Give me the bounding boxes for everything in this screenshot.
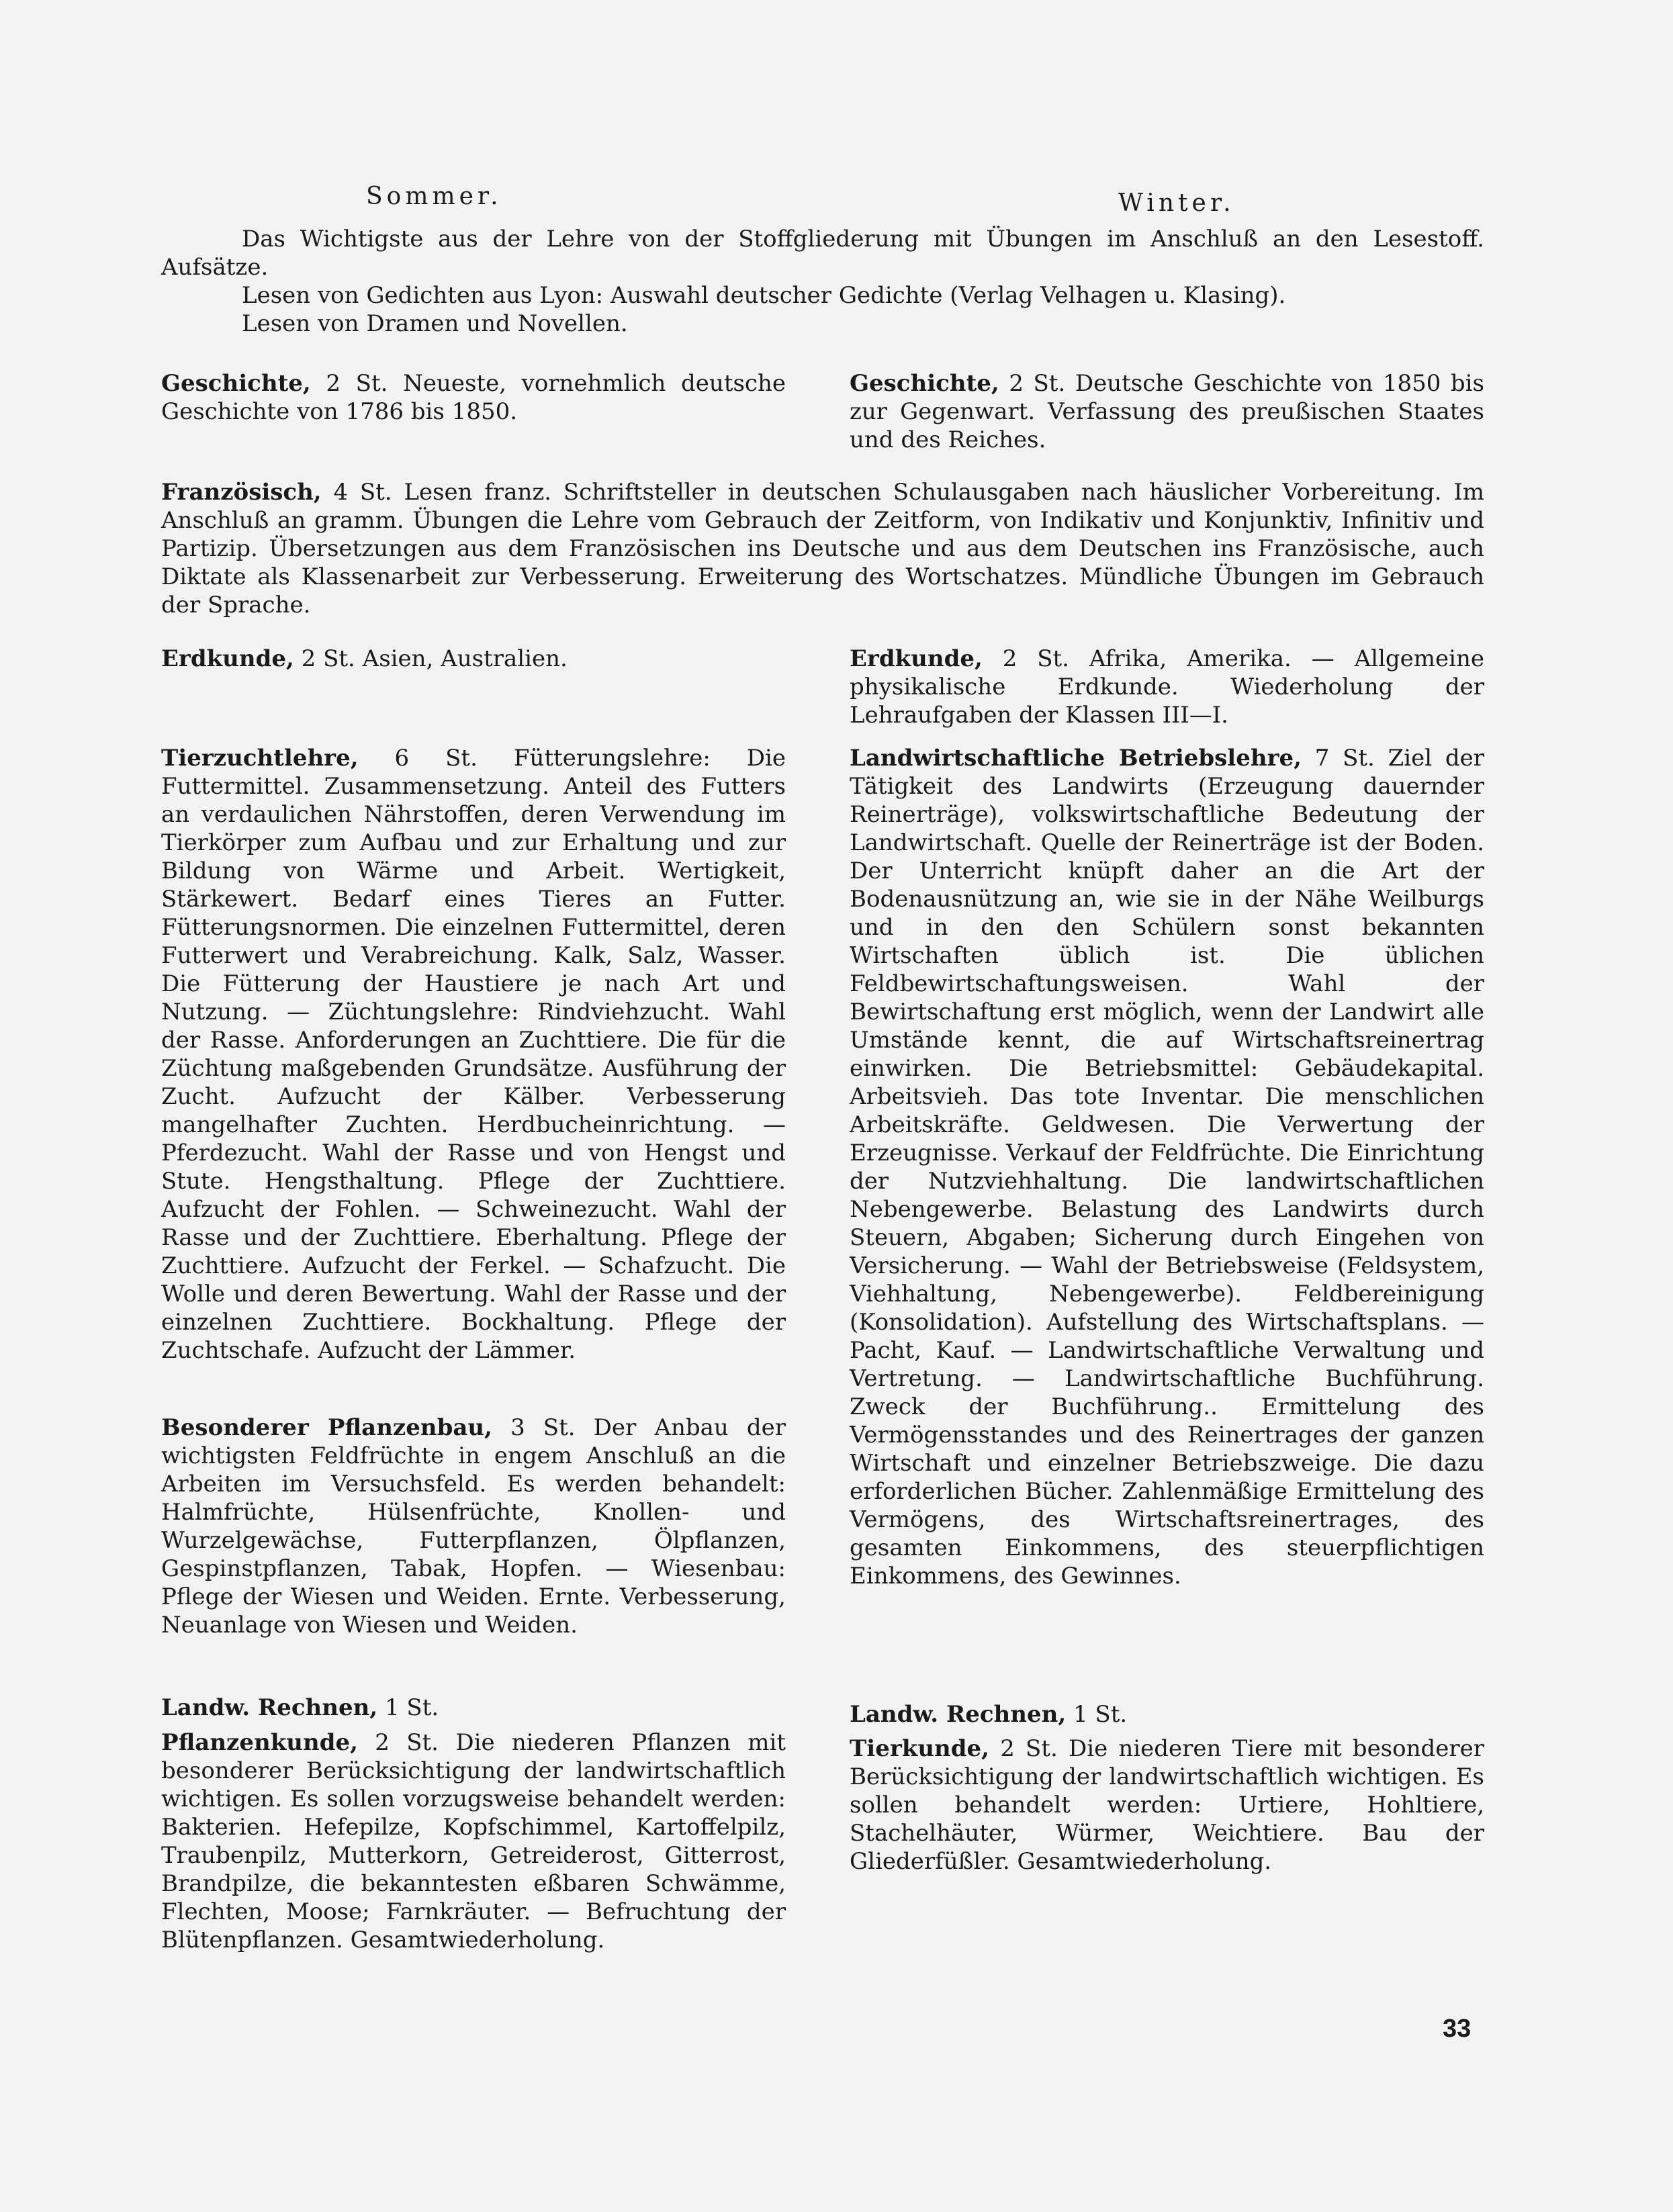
section-tierzuchtlehre (161, 744, 786, 1365)
section-rechnen-summer (161, 1694, 786, 1722)
section-title: Geschichte, (850, 370, 999, 397)
section-text: Deutsche Geschichte von 1850 bis zur Gegenwart. Verfassung des preußischen Staates und des Reiches. (850, 370, 1484, 453)
section-hours: 1 St. (1073, 1701, 1128, 1728)
section-title: Tierzuchtlehre, (161, 745, 359, 772)
section-tierkunde (850, 1735, 1484, 1876)
section-title: Besonderer Pflanzenbau, (161, 1414, 492, 1441)
section-text: Der Anbau der wichtigsten Feldfrüchte in engem Anschluß an die Arbeiten im Versuchsfeld. Es werden behandelt: Halmfrüchte, Hülsenfrüchte, Knollen- und Wurzelgewächse, Futterpflanzen, Ölpflanzen, Gespinstpflanzen, Tabak, Hopfen. — Wiesenbau: Pflege der Wiesen und Weiden. Ernte. Verbesserung, Neuanlage von Wiesen und Weiden. (161, 1414, 786, 1639)
intro-line: Lesen von Gedichten aus Lyon: Auswahl deutscher Gedichte (Verlag Velhagen u. Klasing). (242, 282, 1286, 309)
section-hours: 2 St. (1002, 645, 1069, 672)
section-text: Die niederen Tiere mit besonderer Berücksichtigung der landwirtschaftlich wichtigen. Es sollen behandelt werden: Urtiere, Hohltiere, Stachelhäuter, Würmer, Weichtiere. Bau der Gliederfüßler. Gesamtwiederholung. (850, 1735, 1485, 1875)
section-rechnen-winter (850, 1700, 1484, 1729)
section-title: Landwirtschaftliche Betriebslehre, (850, 745, 1302, 772)
section-title: Tierkunde, (850, 1735, 990, 1762)
section-pflanzenkunde (161, 1729, 786, 1954)
section-pflanzenbau (161, 1414, 786, 1639)
section-hours: 6 St. (394, 745, 478, 772)
section-title: Französisch, (161, 479, 322, 506)
section-title: Landw. Rechnen, (850, 1701, 1067, 1728)
section-hours: 2 St. (1009, 370, 1066, 397)
column-header-winter: Winter. (1118, 189, 1235, 217)
section-hours: 2 St. (326, 370, 388, 397)
section-franzoesisch (161, 478, 1484, 619)
section-text: Die niederen Pflanzen mit besonderer Berücksichtigung der landwirtschaftlich wichtigen. Es sollen vorzugsweise behandelt werden: Bakterien. Hefepilze, Kopfschimmel, Kartoffelpilz, Traubenpilz, Mutterkorn, Getreiderost, Gitterrost, Brandpilze, die bekanntesten eßbaren Schwämme, Flechten, Moose; Farnkräuter. — Befruchtung der Blütenpflanzen. Gesamtwiederholung. (161, 1729, 786, 1953)
section-text: Lesen franz. Schriftsteller in deutschen Schulausgaben nach häuslicher Vorbereitung. Im Anschluß an gramm. Übungen die Lehre vom Gebrauch der Zeitform, von Indikativ und Konjunktiv, Infinitiv und Partizip. Übersetzungen aus dem Französischen ins Deutsche und aus dem Deutschen ins Französische, auch Diktate als Klassenarbeit zur Verbesserung. Erweiterung des Wortschatzes. Mündliche Übungen im Gebrauch der Sprache. (161, 479, 1485, 618)
section-title: Erdkunde, (161, 645, 294, 672)
section-hours: 2 St. (375, 1729, 439, 1756)
section-hours: 1 St. (384, 1694, 439, 1721)
section-title: Erdkunde, (850, 645, 983, 672)
section-title: Pflanzenkunde, (161, 1729, 358, 1756)
section-title: Geschichte, (161, 370, 311, 397)
section-title: Landw. Rechnen, (161, 1694, 378, 1721)
section-hours: 2 St. (301, 645, 355, 672)
section-text: Ziel der Tätigkeit des Landwirts (Erzeugung dauernder Reinerträge), volkswirtschaftliche Bedeutung der Landwirtschaft. Quelle der Reinerträge ist der Boden. Der Unterricht knüpft daher an die Art der Bodenausnützung an, wie sie in der Nähe Weilburgs und in den den Schülern sonst bekannten Wirtschaften üblich ist. Die üblichen Feldbewirtschaftungsweisen. Wahl der Bewirtschaftung erst möglich, wenn der Landwirt alle Umstände kennt, die auf Wirtschaftsreinertrag einwirken. Die Betriebsmittel: Gebäudekapital. Arbeitsvieh. Das tote Inventar. Die menschlichen Arbeitskräfte. Geldwesen. Die Verwertung der Erzeugnisse. Verkauf der Feldfrüchte. Die Einrichtung der Nutzviehhaltung. Die landwirtschaftlichen Nebengewerbe. Belastung des Landwirts durch Steuern, Abgaben; Sicherung durch Eingehen von Versicherung. — Wahl der Betriebsweise (Feldsystem, Viehhaltung, Nebengewerbe). Feldbereinigung (Konsolidation). Aufstellung des Wirtschaftsplans. — Pacht, Kauf. — Landwirtschaftliche Verwaltung und Vertretung. — Landwirtschaftliche Buchführung. Zweck der Buchführung.. Ermittelung des Vermögensstandes und des Reinertrages der ganzen Wirtschaft und einzelner Betriebszweige. Die dazu erforderlichen Bücher. Zahlenmäßige Ermittelung des Vermögens, des Wirtschaftsreinertrages, des gesamten Einkommens, des steuerpflichtigen Einkommens, des Gewinnes. (850, 745, 1485, 1589)
section-text: Afrika, Amerika. — Allgemeine physikalische Erdkunde. Wiederholung der Lehraufgaben der Klassen III—I. (850, 645, 1485, 729)
column-header-summer: Sommer. (366, 183, 502, 210)
intro-block (161, 225, 1484, 338)
section-geschichte-summer (161, 369, 786, 426)
section-erdkunde-summer (161, 645, 786, 673)
section-hours: 2 St. (1000, 1735, 1058, 1762)
section-text: Asien, Australien. (362, 645, 568, 672)
section-geschichte-winter (850, 369, 1484, 454)
section-text: Neueste, vornehmlich deutsche Geschichte von 1786 bis 1850. (161, 370, 786, 425)
section-hours: 4 St. (333, 479, 392, 506)
section-hours: 7 St. (1314, 745, 1375, 772)
page-number: 33 (1443, 2015, 1472, 2043)
section-betriebslehre (850, 744, 1484, 1590)
section-erdkunde-winter (850, 645, 1484, 729)
section-text: Fütterungslehre: Die Futtermittel. Zusammensetzung. Anteil des Futters an verdaulichen Nährstoffen, deren Verwendung im Tierkörper zum Aufbau und zur Erhaltung und zur Bildung von Wärme und Arbeit. Wertigkeit, Stärkewert. Bedarf eines Tieres an Futter. Fütterungsnormen. Die einzelnen Futtermittel, deren Futterwert und Verabreichung. Kalk, Salz, Wasser. Die Fütterung der Haustiere je nach Art und Nutzung. — Züchtungslehre: Rindviehzucht. Wahl der Rasse. Anforderungen an Zuchttiere. Die für die Züchtung maßgebenden Grundsätze. Ausführung der Zucht. Aufzucht der Kälber. Verbesserung mangelhafter Zuchten. Herdbucheinrichtung. — Pferdezucht. Wahl der Rasse und von Hengst und Stute. Hengsthaltung. Pflege der Zuchttiere. Aufzucht der Fohlen. — Schweinezucht. Wahl der Rasse und der Zuchttiere. Eberhaltung. Pflege der Zuchttiere. Aufzucht der Ferkel. — Schafzucht. Die Wolle und deren Bewertung. Wahl der Rasse und der einzelnen Zuchttiere. Bockhaltung. Pflege der Zuchtschafe. Aufzucht der Lämmer. (161, 745, 786, 1364)
intro-line: Lesen von Dramen und Novellen. (242, 310, 628, 337)
section-hours: 3 St. (510, 1414, 576, 1441)
intro-line: Das Wichtigste aus der Lehre von der Stoffgliederung mit Übungen im Anschluß an den Lesestoff. Aufsätze. (161, 226, 1484, 281)
